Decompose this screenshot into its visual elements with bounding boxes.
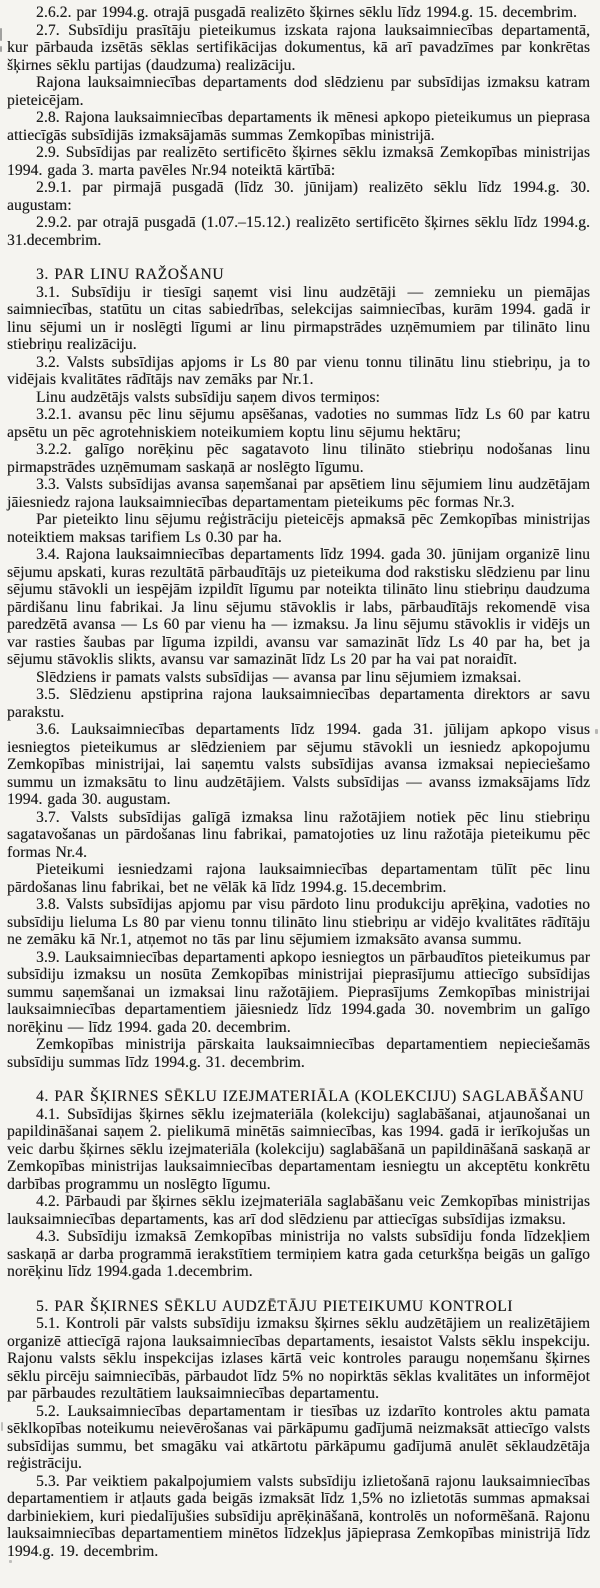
paragraph: 5.2. Lauksaimniecības departamentam ir tiesības uz izdarīto kontroles aktu pamata sēklkopības noteikumu neievērošanas vai pārkāpumu gadījumā neizmaksāt attiecīgo valsts subsīdijas summu, bet smagāku vai atkārtotu pārkāpumu gadījumā anulēt sēklaudzētāja reģistrāciju. (7, 1402, 590, 1472)
paragraph: 2.8. Rajona lauksaimniecības departaments ik mēnesi apkopo pieteikumus un pieprasa attiecīgās subsīdijās izmaksājamās summas Zemkopības ministrijā. (7, 109, 590, 144)
paragraph: Zemkopības ministrija pārskaita lauksaimniecības departamentiem nepieciešamās subsīdiju summas līdz 1994.g. 31. decembrim. (7, 1036, 590, 1071)
paragraph: Slēdziens ir pamats valsts subsīdijas — avansa par linu sējumiem izmaksai. (36, 668, 522, 686)
paragraph: 3.5. Slēdzienu apstiprina rajona lauksaimniecības departamenta direktors ar savu parakstu. (7, 686, 590, 721)
paragraph: 4.2. Pārbaudi par šķirnes sēklu izejmateriāla saglabāšanu veic Zemkopības ministrijas lauksaimniecības departaments, kas arī dod slēdzienu par attiecīgas subsīdijas izmaksu. (7, 1193, 590, 1228)
paragraph: 5.3. Par veiktiem pakalpojumiem valsts subsīdiju izlietošanā rajonu lauksaimniecības departamentiem ir atļauts gada beigās izmaksāt līdz 1,5% no izlietotās summas apmaksai darbiniekiem, kuri piedalījušies subsīdiju aprēķināšanā, kontrolēs un noformēšanā. Rajonu lauksaimniecības departamentiem minētos līdzekļus jāpieprasa Zemkopības ministrijā līdz 1994.g. 19. decembrim. (7, 1472, 590, 1560)
paragraph: 3.9. Lauksaimniecības departamenti apkopo iesniegtos un pārbaudītos pieteikumus par subsīdiju izmaksu un nosūta Zemkopības ministrijai pieprasījumu attiecīgo subsīdijas summu saņemšanai un izmaksai linu ražotājiem. Pieprasījums Zemkopības ministrijai lauksaimniecības departamentiem jāiesniedz līdz 1994.gada 30. novembrim un galīgo norēķinu — līdz 1994. gada 20. decembrim. (7, 948, 590, 1036)
paragraph: 3.1. Subsīdiju ir tiesīgi saņemt visi linu audzētāji — zemnieku un piemājas saimniecības, statūtu un citas sabiedrības, selekcijas saimniecības, kurām 1994. gadā ir linu sējumi un ir noslēgti līgumi ar linu pirmapstrādes uzņēmumiem par tilināto linu stiebriņu realizāciju. (7, 283, 590, 353)
paragraph: 2.9.2. par otrajā pusgadā (1.07.–15.12.) realizēto sertificēto šķirnes sēklu līdz 1994.g. 31.decembrim. (7, 214, 590, 249)
paragraph: 3.2.1. avansu pēc linu sējumu apsēšanas, vadoties no summas līdz Ls 60 par katru apsētu un pēc agrotehniskiem noteikumiem koptu linu sējumu hektāru; (7, 406, 590, 441)
paragraph: 3.2.2. galīgo norēķinu pēc sagatavoto linu tilināto stiebriņu nodošanas linu pirmapstrādes uzņēmumam saskaņā ar noslēgto līgumu. (7, 441, 590, 476)
paragraph: 2.6.2. par 1994.g. otrajā pusgadā realizēto šķirnes sēklu līdz 1994.g. 15. decembrim. (36, 4, 577, 21)
paragraph: 4.1. Subsīdijas šķirnes sēklu izejmateriāla (kolekciju) saglabāšanai, atjaunošanai un papildināšanai saņem 2. pielikumā minētās saimniecības, kas 1994. gadā ir ierīkojušas un veic darbu šķirnes sēklu izejmateriāla (kolekciju) saglabāšanā un papildināšanā saskaņā ar Zemkopības ministrijas lauksaimniecības departamentam iesniegtu un akceptētu konkrētu darbības programmu un noslēgto līgumu. (7, 1105, 590, 1193)
paragraph: Rajona lauksaimniecības departaments dod slēdzienu par subsīdijas izmaksu katram pieteicējam. (7, 74, 590, 109)
paragraph: 2.9. Subsīdijas par realizēto sertificēto šķirnes sēklu izmaksā Zemkopības ministrijas 1994. gada 3. marta pavēles Nr.94 noteiktā kārtībā: (7, 144, 590, 179)
paragraph: 2.9.1. par pirmajā pusgadā (līdz 30. jūnijam) realizēto sēklu līdz 1994.g. 30. augustam: (7, 179, 590, 214)
section-heading: 3. PAR LINU RAŽOŠANU (36, 266, 225, 283)
paragraph: Linu audzētājs valsts subsīdiju saņem divos termiņos: (36, 388, 380, 406)
paragraph: 3.4. Rajona lauksaimniecības departaments līdz 1994. gada 30. jūnijam organizē linu sējumu apskati, kuras rezultātā pārbaudītājs uz pieteikuma dod rakstisku slēdzienu par linu sējumu stāvokli un iespējām izpildīt līgumu par noteikta tilināto linu stiebriņu daudzuma pārdišanu linu fabrikai. Ja linu sējumu stāvoklis ir labs, pārbaudītājs rekomendē visa paredzētā avansa — Ls 60 par vienu ha — izmaksu. Ja linu sējumu stāvoklis ir vidējs un var rasties šaubas par līguma izpildi, avansu var samazināt līdz Ls 40 par ha, bet ja sējumu stāvoklis slikts, avansu var samazināt līdz Ls 20 par ha vai pat noraidīt. (7, 546, 590, 668)
paragraph: 2.7. Subsīdiju prasītāju pieteikumus izskata rajona lauksaimniecības departamentā, kur pārbauda izsētās sēklas sertifikācijas dokumentus, kā arī pavadzīmes par konkrētas šķirnes sēklu partijas (daudzuma) realizāciju. (7, 21, 590, 74)
scan-artifact (0, 28, 2, 41)
document-body (7, 4, 590, 1560)
section-heading: 4. PAR ŠĶIRNES SĒKLU IZEJMATERIĀLA (KOLEKCIJU) SAGLABĀŠANU (36, 1088, 585, 1105)
paragraph: 3.7. Valsts subsīdijas galīgā izmaksa linu ražotājiem notiek pēc linu stiebriņu sagatavošanas un pārdošanas linu fabrikai, pamatojoties uz linu ražotāja pieteikumu pēc formas Nr.4. (7, 808, 590, 861)
paragraph: Pieteikumi iesniedzami rajona lauksaimniecības departamentam tūlīt pēc linu pārdošanas linu fabrikai, bet ne vēlāk kā līdz 1994.g. 15.decembrim. (7, 861, 590, 896)
scan-artifact (595, 729, 598, 734)
paragraph: 3.3. Valsts subsīdijas avansa saņemšanai par apsētiem linu sējumiem linu audzētājam jāiesniedz rajona lauksaimniecības departamentam pieteikums pēc formas Nr.3. (7, 476, 590, 511)
paragraph: 3.8. Valsts subsīdijas apjomu par visu pārdoto linu produkciju aprēķina, vadoties no subsīdiju lieluma Ls 80 par vienu tonnu tilināto linu stiebriņu ar vidējo kvalitātes rādītāju ne zemāku kā Nr.1, atņemot no tās par linu sējumiem izmaksāto avansa summu. (7, 896, 590, 948)
scan-artifact (1, 1422, 3, 1431)
paragraph: 4.3. Subsīdiju izmaksā Zemkopības ministrija no valsts subsīdiju fonda līdzekļiem saskaņā ar darba programmā ierakstītiem termiņiem katra gada ceturkšņa beigās un galīgo norēķinu līdz 1994.gada 1.decembrim. (7, 1228, 590, 1280)
section-heading: 5. PAR ŠĶIRNES SĒKLU AUDZĒTĀJU PIETEIKUMU KONTROLI (36, 1297, 514, 1315)
scan-artifact (9, 1560, 12, 1563)
paragraph: 5.1. Kontroli pār valsts subsīdiju izmaksu šķirnes sēklu audzētājiem un realizētājiem organizē attiecīgā rajona lauksaimniecības departaments, iesaistot Valsts sēklu inspekciju. Rajonu valsts sēklu inspekcijas izlases kārtā veic kontroles paraugu noņemšanu šķirnes sēklu pircēju saimniecībās, pārbaudot līdz 5% no nopirktās sēklas kvalitātes un informējot par pārbaudes rezultātiem lauksaimniecības departamentu. (7, 1315, 590, 1402)
paragraph: 3.2. Valsts subsīdijas apjoms ir Ls 80 par vienu tonnu tilinātu linu stiebriņu, ja to vidējais kvalitātes rādītājs nav zemāks par Nr.1. (7, 353, 590, 388)
scan-artifact (0, 46, 2, 52)
paragraph: 3.6. Lauksaimniecības departaments līdz 1994. gada 31. jūlijam apkopo visus iesniegtos pieteikumus ar slēdzieniem par sējumu stāvokli un iesniedz apkopojumu Zemkopības ministrijai, lai saņemtu valsts subsīdijas avansa izmaksai nepieciešamo summu un izmaksātu to linu audzētājiem. Valsts subsīdijas — avanss izmaksājams līdz 1994. gada 30. augustam. (7, 721, 590, 808)
paragraph: Par pieteikto linu sējumu reģistrāciju pieteicējs apmaksā pēc Zemkopības ministrijas noteiktiem maksas tarifiem Ls 0.30 par ha. (7, 511, 590, 546)
